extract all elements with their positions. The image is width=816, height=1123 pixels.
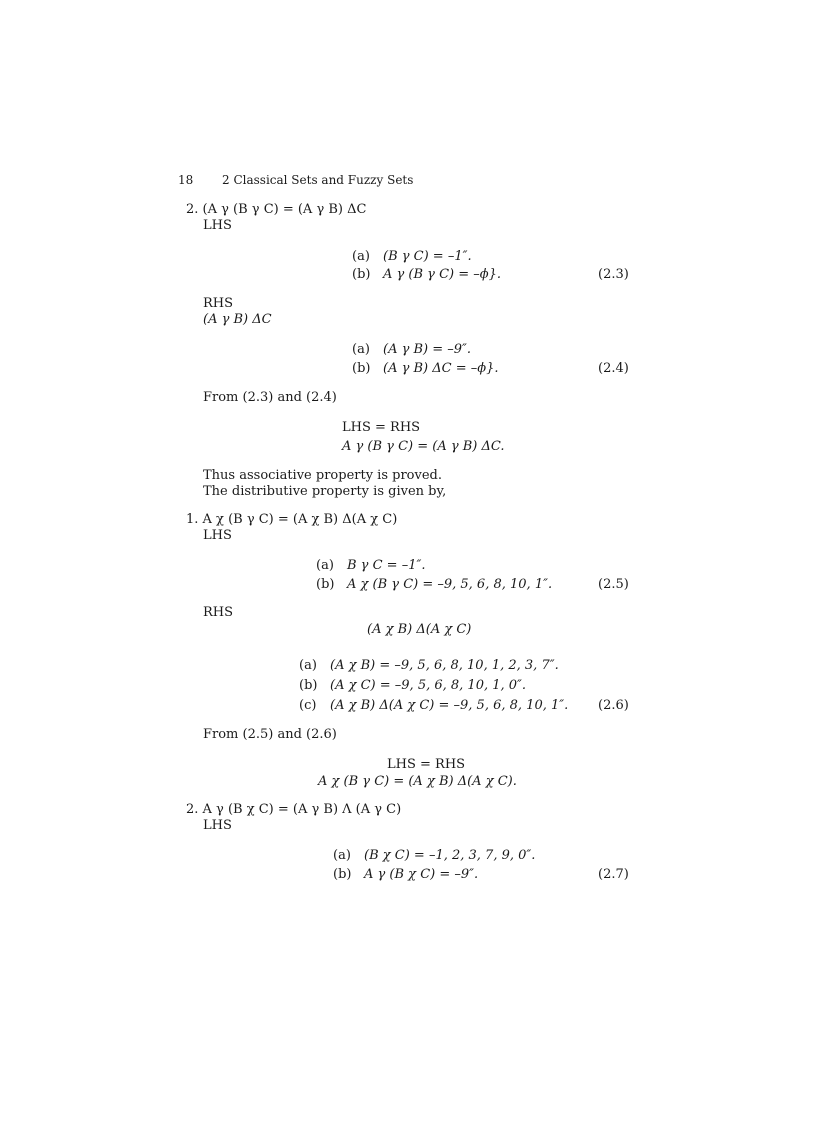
eq24-a-expr: (A γ B) = –9″. xyxy=(383,342,472,357)
eq27-a-label: (a) xyxy=(333,848,351,863)
eq23-a-expr: (B γ C) = –1″. xyxy=(383,249,472,264)
lhs-label: LHS xyxy=(203,218,232,233)
conclusion-equation: A χ (B γ C) = (A χ B) Δ(A χ C). xyxy=(318,774,517,789)
conclusion-line: LHS = RHS xyxy=(342,420,421,435)
assoc2-title: 2. (A γ (B γ C) = (A γ B) ΔC xyxy=(186,202,367,217)
eq24-b-label: (b) xyxy=(352,361,371,376)
eq23-a-label: (a) xyxy=(352,249,370,264)
rhs-expression: (A χ B) Δ(A χ C) xyxy=(367,622,472,637)
eq26-a-label: (a) xyxy=(299,658,317,673)
conclusion-equation: A γ (B γ C) = (A γ B) ΔC. xyxy=(342,439,505,454)
lhs-label: LHS xyxy=(203,528,232,543)
eq25-a-expr: B γ C = –1″. xyxy=(347,558,426,573)
eq25-b-expr: A χ (B γ C) = –9, 5, 6, 8, 10, 1″. xyxy=(347,577,553,592)
eq23-b-expr: A γ (B γ C) = –ϕ}. xyxy=(383,267,502,282)
dist2-title: 2. A γ (B χ C) = (A γ B) Λ (A γ C) xyxy=(186,802,402,817)
eq26-c-expr: (A χ B) Δ(A χ C) = –9, 5, 6, 8, 10, 1″. xyxy=(330,698,569,713)
body-text: Thus associative property is proved. xyxy=(203,468,442,483)
eq25-a-label: (a) xyxy=(316,558,334,573)
equation-number: (2.5) xyxy=(598,577,629,592)
equation-number: (2.7) xyxy=(598,867,629,882)
eq26-c-label: (c) xyxy=(299,698,317,713)
eq26-a-expr: (A χ B) = –9, 5, 6, 8, 10, 1, 2, 3, 7″. xyxy=(330,658,559,673)
equation-number: (2.4) xyxy=(598,361,629,376)
rhs-label: RHS xyxy=(203,296,234,311)
rhs-expression: (A γ B) ΔC xyxy=(203,312,272,327)
dist1-title: 1. A χ (B γ C) = (A χ B) Δ(A χ C) xyxy=(186,512,398,527)
eq26-b-expr: (A χ C) = –9, 5, 6, 8, 10, 1, 0″. xyxy=(330,678,527,693)
eq27-a-expr: (B χ C) = –1, 2, 3, 7, 9, 0″. xyxy=(364,848,536,863)
running-title: 2 Classical Sets and Fuzzy Sets xyxy=(222,173,414,187)
eq23-b-label: (b) xyxy=(352,267,371,282)
eq26-b-label: (b) xyxy=(299,678,318,693)
body-text: The distributive property is given by, xyxy=(203,484,447,499)
eq24-b-expr: (A γ B) ΔC = –ϕ}. xyxy=(383,361,499,376)
rhs-label: RHS xyxy=(203,605,234,620)
from-text: From (2.5) and (2.6) xyxy=(203,727,337,742)
conclusion-line: LHS = RHS xyxy=(387,757,466,772)
eq25-b-label: (b) xyxy=(316,577,335,592)
lhs-label: LHS xyxy=(203,818,232,833)
equation-number: (2.6) xyxy=(598,698,629,713)
equation-number: (2.3) xyxy=(598,267,629,282)
from-text: From (2.3) and (2.4) xyxy=(203,390,337,405)
eq27-b-expr: A γ (B χ C) = –9″. xyxy=(364,867,479,882)
eq24-a-label: (a) xyxy=(352,342,370,357)
eq27-b-label: (b) xyxy=(333,867,352,882)
page-number: 18 xyxy=(178,173,194,187)
